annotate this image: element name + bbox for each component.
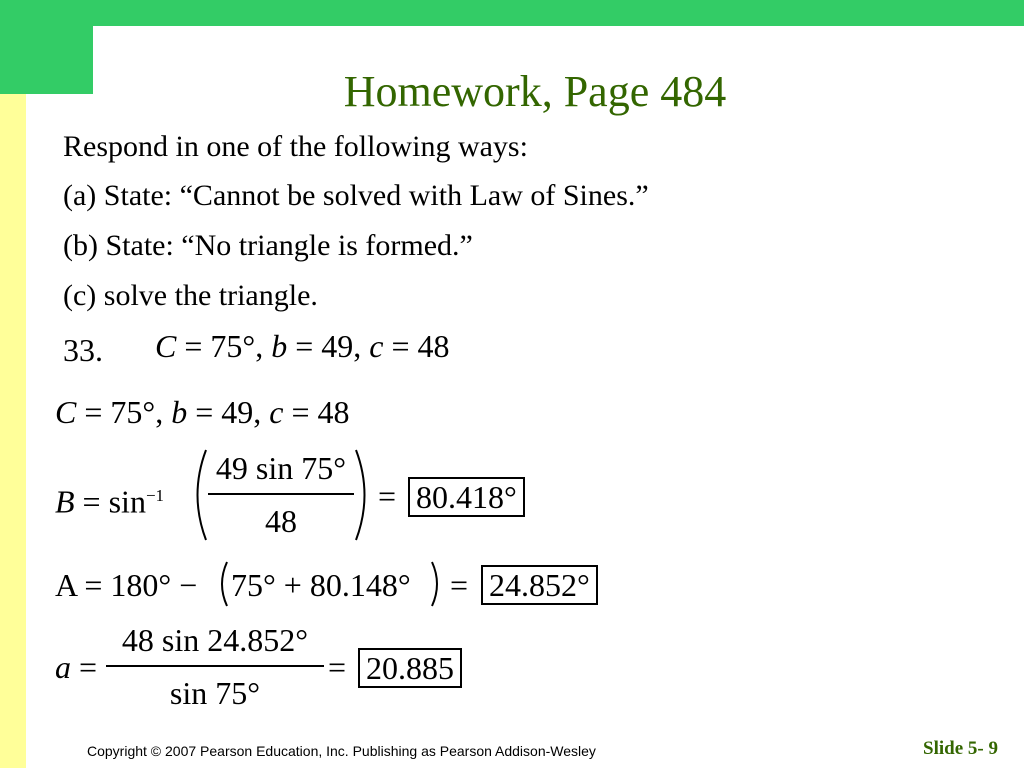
- b-step-eq2: =: [378, 478, 397, 514]
- a-step-result-box: 24.852°: [481, 565, 598, 605]
- b-step-denominator: 48: [265, 503, 297, 539]
- b-step-result-box: 80.418°: [408, 477, 525, 517]
- right-paren-icon: [352, 447, 376, 543]
- var-b: b: [271, 328, 288, 364]
- b-step-lhs: [55, 477, 164, 521]
- side-a-denominator: sin 75°: [169, 675, 261, 711]
- a-step-lhs: A = 180° −: [55, 567, 198, 603]
- instruction-line: Respond in one of the following ways:: [63, 130, 528, 163]
- slide-number: Slide 5- 9: [923, 738, 998, 759]
- side-a-numerator: 48 sin 24.852°: [121, 622, 309, 658]
- slide-title: Homework, Page 484: [343, 67, 727, 116]
- var-B: B: [55, 483, 75, 520]
- val-c: = 48: [391, 328, 450, 364]
- b-step-numerator: 49 sin 75°: [215, 450, 347, 486]
- solution-given: [55, 393, 349, 431]
- left-accent-stripe: [0, 94, 26, 768]
- var-C: C: [55, 394, 77, 430]
- top-accent-bar: [0, 0, 1024, 26]
- side-a-result-box: 20.885: [358, 648, 462, 688]
- side-a-lhs: [55, 648, 97, 686]
- problem-number: 33.: [63, 332, 103, 368]
- b-step-eq: = sin: [82, 483, 146, 520]
- left-paren-icon: [215, 560, 229, 608]
- side-a-eq2: =: [328, 649, 347, 685]
- val-C: = 75°,: [184, 328, 264, 364]
- inverse-exponent: −1: [145, 486, 165, 505]
- instruction-line: (b) State: “No triangle is formed.”: [63, 229, 473, 262]
- var-a: a: [55, 649, 71, 685]
- instruction-line: (a) State: “Cannot be solved with Law of Sines.”: [63, 179, 649, 212]
- val-C: = 75°,: [84, 394, 164, 430]
- fraction-bar: [208, 493, 354, 495]
- var-c: c: [269, 394, 284, 430]
- side-a-eq: =: [79, 649, 98, 685]
- val-c: = 48: [291, 394, 350, 430]
- var-b: b: [171, 394, 188, 430]
- val-b: = 49,: [195, 394, 262, 430]
- a-step-inner: 75° + 80.148°: [231, 567, 411, 603]
- problem-given: [155, 327, 449, 365]
- left-paren-icon: [186, 447, 210, 543]
- right-paren-icon: [430, 560, 444, 608]
- a-step-eq: =: [450, 567, 469, 603]
- fraction-bar: [106, 665, 324, 667]
- copyright-text: Copyright © 2007 Pearson Education, Inc. Publishing as Pearson Addison-Wesley: [87, 743, 596, 759]
- var-C: C: [155, 328, 177, 364]
- instruction-line: (c) solve the triangle.: [63, 279, 318, 312]
- val-b: = 49,: [295, 328, 362, 364]
- var-c: c: [369, 328, 384, 364]
